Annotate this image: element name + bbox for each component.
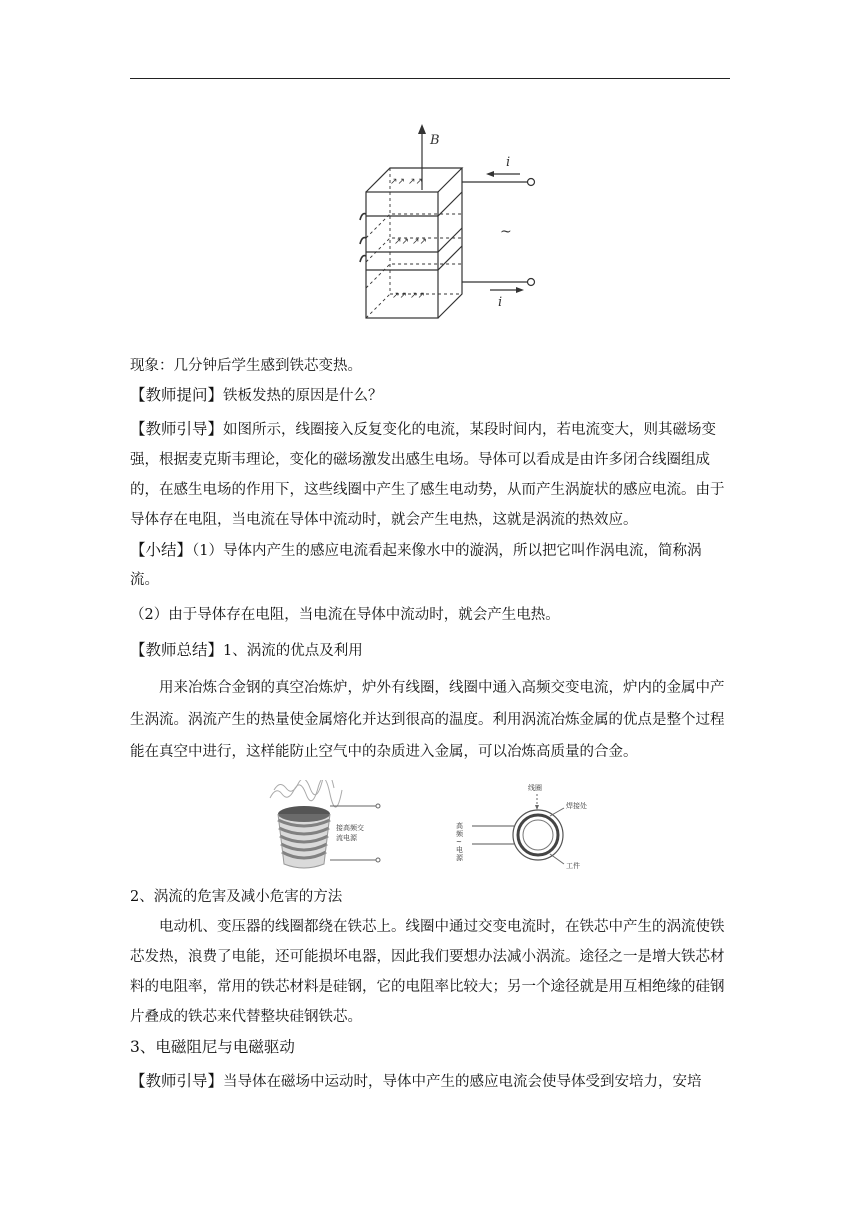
teacher-question — [130, 381, 730, 411]
svg-text:↗↗ ↗↗: ↗↗ ↗↗ — [394, 237, 428, 247]
section-3-heading: 3、电磁阻尼与电磁驱动 — [130, 1038, 295, 1056]
teacher-guide-2 — [130, 1067, 730, 1097]
figure-furnace — [262, 780, 412, 872]
weld-label-work: 工件 — [566, 862, 580, 870]
summary-1-text: （1）导体内产生的感应电流看起来像水中的漩涡，所以把它叫作涡电流，简称涡流。 — [130, 543, 702, 588]
svg-text:↗↗ ↗↗: ↗↗ ↗↗ — [390, 177, 424, 187]
furnace-label-1: 接高频交 — [336, 824, 364, 832]
harm-paragraph: 电动机、变压器的线圈都绕在铁芯上。线圈中通过交变电流时，在铁芯中产生的涡流使铁芯发热，浪费了电能，还可能损坏电器，因此我们要想办法减小涡流。途径之一是增大铁芯材料的电阻率，常用的铁芯材料是硅钢，它的电阻率比较大；另一个途径就是用互相绝缘的硅钢片叠成的铁芯来代替整块硅钢铁芯。 — [130, 919, 725, 1025]
teacher-summary-text: 1、涡流的优点及利用 — [223, 643, 363, 659]
label-ac: ~ — [500, 224, 512, 240]
teacher-question-tag: 【教师提问】 — [130, 386, 224, 404]
weld-label-coil: 线圈 — [528, 784, 542, 792]
phenomenon-text: 现象：几分钟后学生感到铁芯变热。 — [130, 358, 362, 374]
weld-diagram — [448, 778, 598, 874]
weld-source-4: 电 — [456, 846, 463, 854]
weld-label-weld: 焊接处 — [566, 802, 587, 810]
teacher-question-text: 铁板发热的原因是什么？ — [223, 388, 383, 404]
iron-core-diagram — [340, 120, 560, 330]
label-i-bottom: i — [498, 295, 503, 310]
furnace-paragraph: 用来冶炼合金钢的真空冶炼炉，炉外有线圈，线圈中通入高频交变电流，炉内的金属中产生涡流。涡流产生的热量使金属熔化并达到很高的温度。利用涡流冶炼金属的优点是整个过程能在真空中进行，这样能防止空气中的杂质进入金属，可以冶炼高质量的合金。 — [130, 680, 725, 760]
teacher-summary-tag: 【教师总结】 — [130, 641, 224, 659]
label-B: B — [430, 133, 440, 148]
teacher-guide-1-tag: 【教师引导】 — [130, 420, 224, 438]
harm-title: 2、涡流的危害及减小危害的方法 — [130, 889, 343, 905]
figure-weld — [448, 778, 598, 874]
weld-source-1: 高 — [456, 822, 463, 830]
weld-source-2: 频 — [456, 830, 463, 838]
teacher-guide-1-text: 如图所示，线圈接入反复变化的电流，某段时间内，若电流变大，则其磁场变强，根据麦克斯韦理论，变化的磁场激发出感生电场。导体可以看成是由许多闭合线圈组成的，在感生电场的作用下，这些线圈中产生了感生电动势，从而产生涡旋状的感应电流。由于导体存在电阻，当电流在导体中流动时，就会产生电热，这就是涡流的热效应。 — [130, 422, 725, 528]
weld-source-3: ~ — [456, 838, 462, 846]
summary-2: （2）由于导体存在电阻，当电流在导体中流动时，就会产生电热。 — [130, 607, 560, 623]
furnace-label-2: 流电源 — [336, 834, 357, 842]
label-i-top: i — [506, 155, 511, 170]
svg-text:↗↗ ↗↗: ↗↗ ↗↗ — [392, 291, 426, 301]
teacher-summary — [130, 636, 730, 666]
summary-1 — [130, 536, 730, 595]
weld-source-5: 源 — [456, 854, 463, 862]
summary-tag: 【小结】 — [130, 541, 193, 559]
furnace-diagram — [262, 780, 412, 872]
header-rule — [130, 78, 730, 79]
teacher-guide-2-text: 当导体在磁场中运动时，导体中产生的感应电流会使导体受到安培力，安培 — [223, 1074, 702, 1090]
figure-iron-core — [340, 120, 560, 330]
teacher-guide-2-tag: 【教师引导】 — [130, 1072, 224, 1090]
teacher-guide-1 — [130, 414, 730, 535]
